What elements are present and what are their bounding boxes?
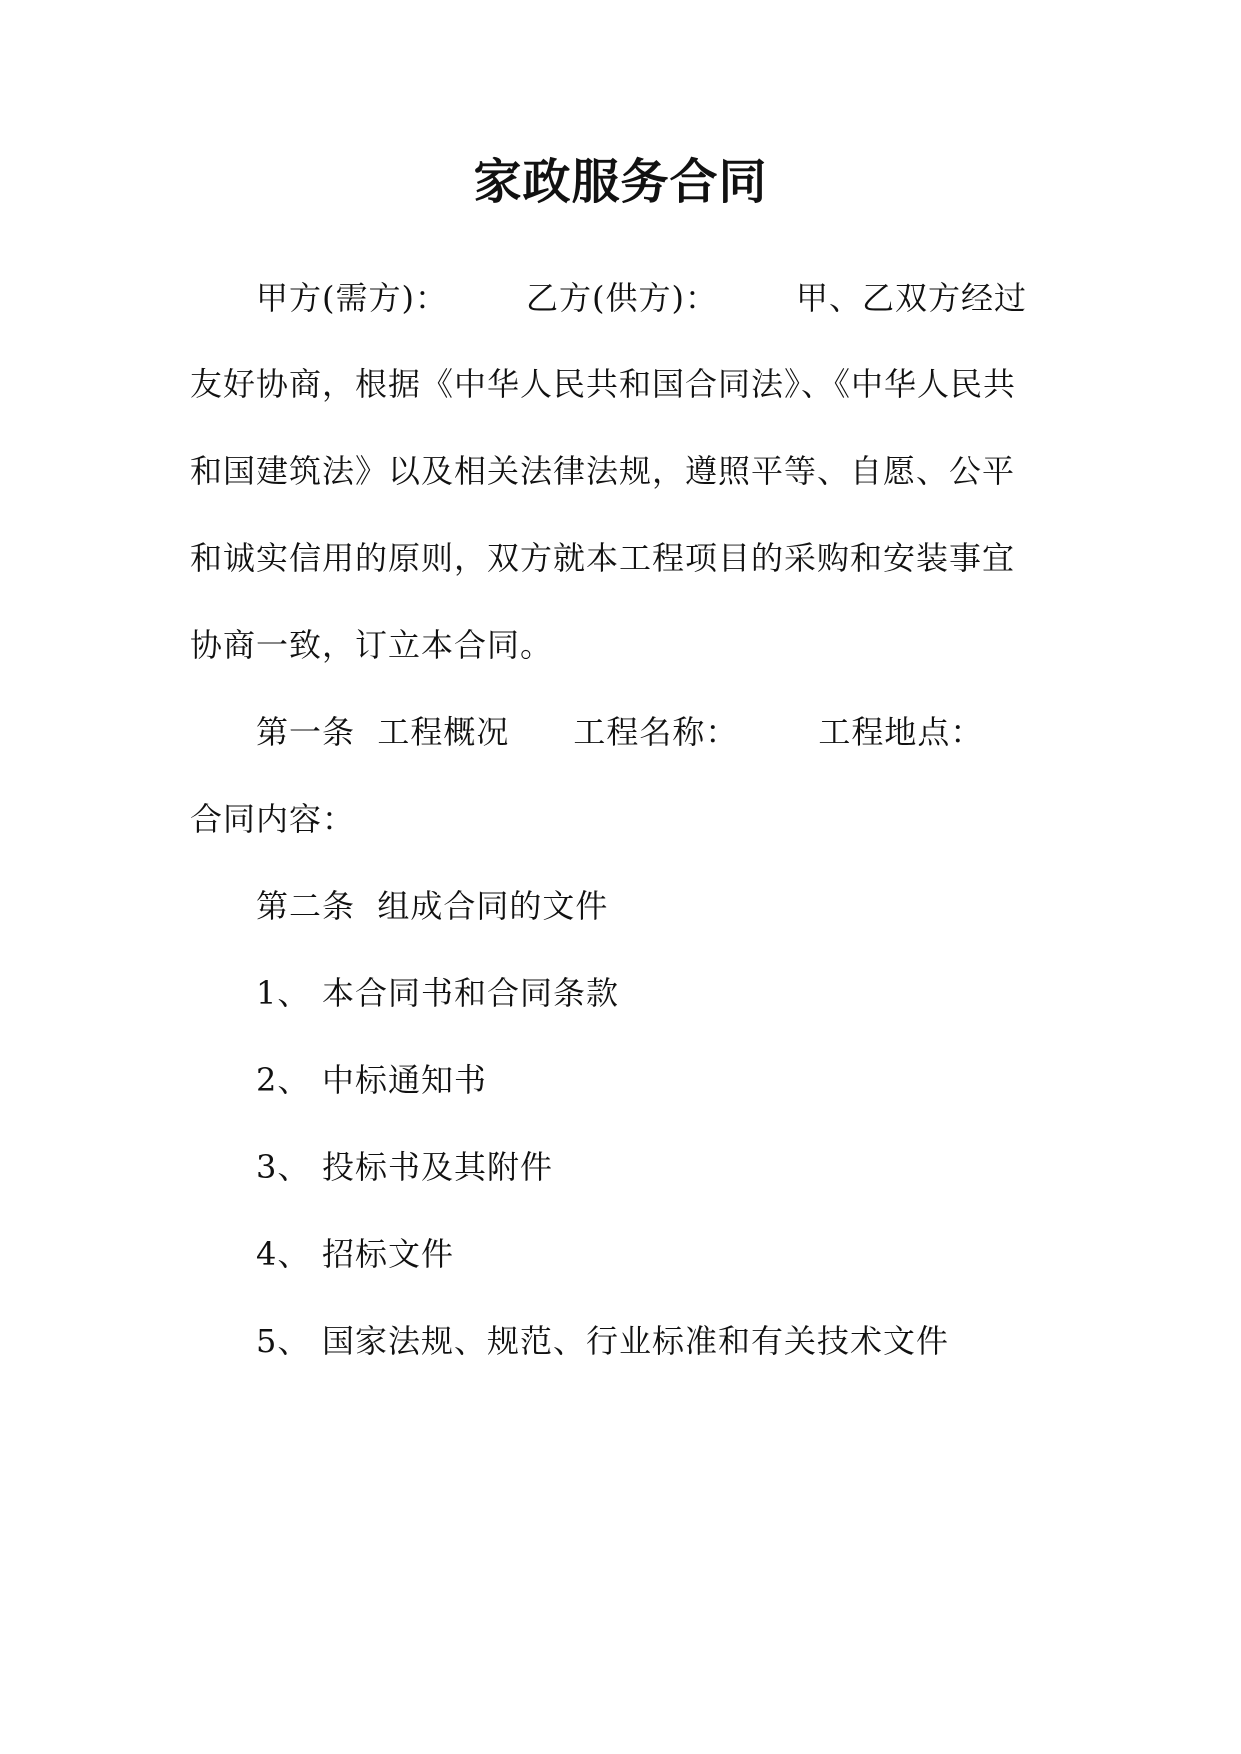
preamble-line-3: 和国建筑法》以及相关法律法规，遵照平等、自愿、公平 (190, 452, 1016, 490)
list-item-number: 1、 (256, 974, 311, 1012)
preamble-line-4: 和诚实信用的原则，双方就本工程项目的采购和安装事宜 (190, 539, 1016, 577)
list-item-number: 2、 (256, 1061, 311, 1099)
article-1-heading: 第一条 工程概况 (256, 713, 510, 751)
document-title: 家政服务合同 (473, 154, 768, 210)
list-item-text: 国家法规、规范、行业标准和有关技术文件 (322, 1322, 950, 1360)
preamble-line-5: 协商一致，订立本合同。 (190, 626, 554, 664)
contract-content-label: 合同内容： (190, 800, 356, 838)
article-1-line (256, 710, 983, 754)
project-name-label: 工程名称： (573, 713, 739, 751)
list-item (256, 1058, 487, 1102)
list-item-number: 3、 (256, 1148, 311, 1186)
list-item (256, 1232, 454, 1276)
list-item (256, 971, 619, 1015)
party-a-label: 甲方(需方)： (256, 279, 448, 317)
preamble-text: 甲、乙双方经过 (795, 279, 1027, 317)
list-item-text: 招标文件 (322, 1235, 455, 1273)
list-item (256, 1145, 553, 1189)
article-2-heading: 第二条 组成合同的文件 (256, 887, 609, 925)
preamble-line-2: 友好协商，根据《中华人民共和国合同法》、《中华人民共 (190, 365, 1017, 403)
list-item-number: 5、 (256, 1322, 311, 1360)
list-item-text: 本合同书和合同条款 (322, 974, 620, 1012)
party-b-label: 乙方(供方)： (525, 279, 718, 317)
preamble-line-1 (256, 276, 1027, 320)
list-item-text: 中标通知书 (322, 1061, 488, 1099)
list-item (256, 1319, 949, 1363)
list-item-text: 投标书及其附件 (322, 1148, 554, 1186)
list-item-number: 4、 (256, 1235, 311, 1273)
project-location-label: 工程地点： (818, 713, 984, 751)
